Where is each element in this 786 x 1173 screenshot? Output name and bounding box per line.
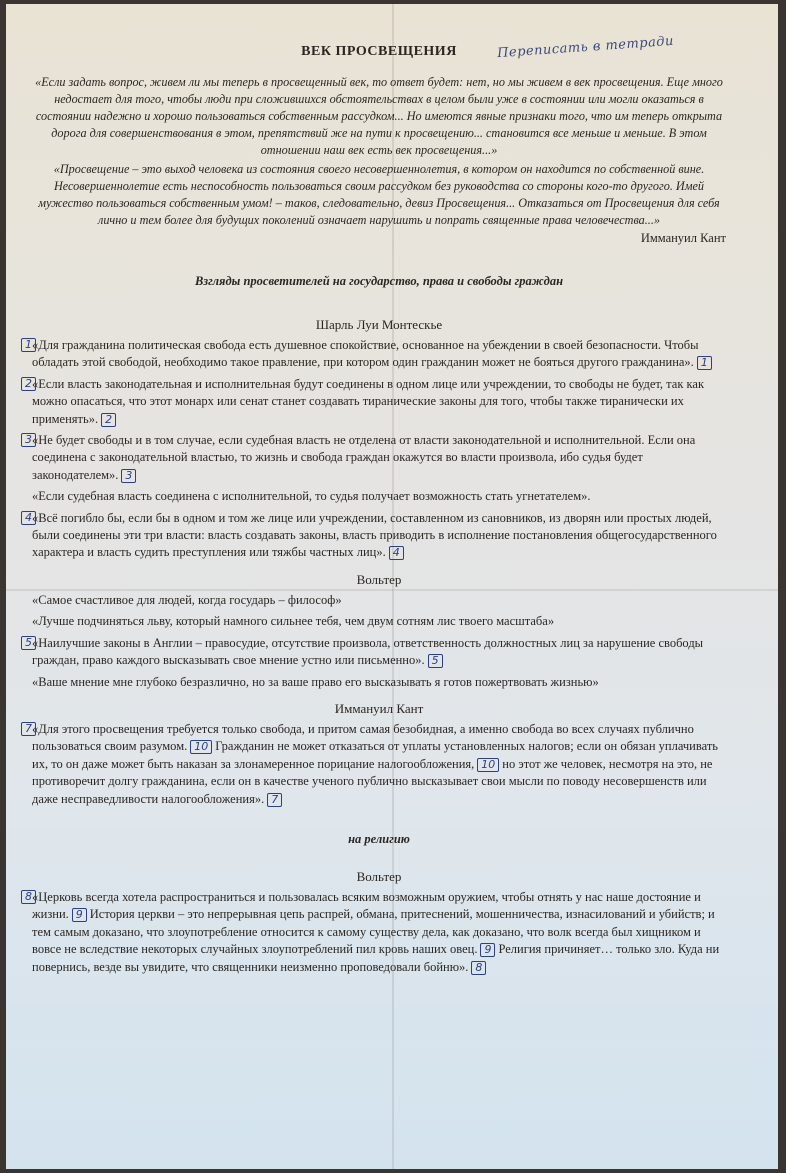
handwritten-mark: 8 <box>21 890 36 904</box>
quote-text: «Для этого просвещения требуется только свобода, и притом самая безобидная, а именно свобода во всех случаях публично пользоваться своим разумом. <box>32 721 694 754</box>
handwritten-mark: 10 <box>190 740 212 754</box>
handwritten-mark: 2 <box>21 377 36 391</box>
paper-sheet <box>6 4 778 1169</box>
title-text: ВЕК ПРОСВЕЩЕНИЯ <box>301 44 457 59</box>
quote-voltaire-1: «Самое счастливое для людей, когда государь – философ» <box>32 592 342 607</box>
author-voltaire: Вольтер <box>356 571 402 587</box>
quote-text: но этот же человек, несмотря на это, не противоречит долгу гражданина, если он в качестве ученого публично высказывает свои мысли по поводу несовершенств или даже несправедливости налогообложения». <box>32 756 713 806</box>
handwritten-mark: 9 <box>72 908 87 922</box>
quote-text: «Если власть законодательная и исполнительная будут соединены в одном лице или учреждении, то свободы не будет, так как можно опасаться, что этот монарх или сенат станет создавать тиранические законы для того, чтобы также тиранически их применять». <box>32 376 705 426</box>
epigraph-author: Иммануил Кант <box>640 231 726 245</box>
quote-voltaire-3 <box>25 635 726 670</box>
document-body <box>25 33 726 980</box>
quote-montesquieu-4 <box>25 510 726 562</box>
quote-text: «Не будет свободы и в том случае, если судебная власть не отделена от власти законодательной и исполнительной. Если она соединена с законодательной властью, то жизнь и свобода граждан окажутся во власти произвола, ибо судья будет законодателем». <box>32 433 696 482</box>
handwritten-note: Переписать в тетради <box>496 33 675 62</box>
handwritten-mark: 3 <box>121 469 136 483</box>
handwritten-mark: 4 <box>389 546 404 560</box>
quote-montesquieu-2 <box>25 376 726 428</box>
quote-montesquieu-3 <box>25 432 726 484</box>
handwritten-mark: 8 <box>471 961 486 975</box>
quote-montesquieu-1 <box>25 337 726 372</box>
epigraph-1: «Если задать вопрос, живем ли мы теперь в просвещенный век, то ответ будет: нет, но мы живем в век просвещения. Еще много недостает для того, чтобы люди при сложившихся обстоятельствах в целом были уже в состоянии или могли оказаться в состоянии надежно и хорошо пользоваться собственным рассудком... Но имеются явные признаки того, что им теперь открыта дорога для совершенствования в этом, препятствий же на пути к просвещению... становится все меньше и меньше. В этом отношении наш век есть век просвещения...» <box>35 75 723 157</box>
handwritten-mark: 2 <box>101 413 116 427</box>
author-voltaire-religion: Вольтер <box>356 868 402 884</box>
handwritten-mark: 1 <box>21 338 36 352</box>
author-montesquieu: Шарль Луи Монтескье <box>315 317 443 332</box>
quote-voltaire-2: «Лучше подчиняться льву, который намного сильнее тебя, чем двум сотням лис твоего масштаба» <box>32 614 555 629</box>
quote-kant-1 <box>25 721 726 808</box>
religion-section-title: на религию <box>348 831 410 846</box>
quote-text: «Всё погибло бы, если бы в одном и том же лице или учреждении, составленном из сановников, из дворян или простых людей, были соединены эти три власти: власть создавать законы, власть приводить в исполнение постановления общегосударственного характера и власть судить преступления или тяжбы частных лиц». <box>32 510 717 560</box>
handwritten-mark: 7 <box>21 722 36 736</box>
quote-text: История церкви – это непрерывная цепь распрей, обмана, притеснений, мошенничества, изнасилований и убийств; и тем самым доказано, что злоупотребление относится к самому существу дела, как доказано, что волк всегда был хищником и вовсе не вследствие некоторых случайных злоупотреблений пил кровь наших овец. <box>32 907 715 957</box>
quote-voltaire-4: «Ваше мнение мне глубоко безразлично, но за ваше право его высказывать я готов пожертвовать жизнью» <box>32 674 599 689</box>
handwritten-mark: 10 <box>477 758 499 772</box>
handwritten-mark: 7 <box>267 793 282 807</box>
author-kant: Иммануил Кант <box>334 700 424 716</box>
handwritten-mark: 1 <box>697 356 712 370</box>
handwritten-mark: 4 <box>21 511 36 525</box>
quote-text: Гражданин не может отказаться от уплаты установленных налогов; если он обязан уплачивать их, то он даже может быть наказан за злонамеренное порицание налогообложения, <box>32 739 718 771</box>
handwritten-mark: 3 <box>21 433 36 447</box>
handwritten-mark: 9 <box>480 943 495 957</box>
handwritten-mark: 5 <box>21 636 36 650</box>
quote-text: Религия причиняет… только зло. Куда ни повернись, везде вы увидите, что священники неизменно проповедовали бойню». <box>32 942 720 974</box>
quote-text: «Наилучшие законы в Англии – правосудие, отсутствие произвола, ответственность должностных лиц за нарушение свободы граждан, право каждого высказывать свое мнение устно или письменно». <box>32 635 704 668</box>
document-title <box>32 33 726 62</box>
quote-voltaire-religion <box>25 889 726 976</box>
quote-montesquieu-3b: «Если судебная власть соединена с исполнительной, то судья получает возможность стать угнетателем». <box>32 489 591 504</box>
handwritten-mark: 5 <box>428 654 443 668</box>
quote-text: «Церковь всегда хотела распространиться и пользовалась всяким возможным оружием, чтобы отнять у нас наше достояние и жизни. <box>32 889 701 922</box>
quote-text: «Для гражданина политическая свобода есть душевное спокойствие, основанное на убеждении в своей безопасности. Чтобы обладать этой свободой, необходимо такое правление, при котором один гражданин может не бояться другого гражданина». <box>32 338 699 370</box>
epigraph-2: «Просвещение – это выход человека из состояния своего несовершеннолетия, в котором он находится по собственной вине. Несовершеннолетие есть неспособность пользоваться своим рассудком без руководства со стороны кого-то другого. Имей мужество пользоваться собственным умом! – таков, следовательно, девиз Просвещения... Отказаться от Просвещения для себя лично и тем более для будущих поколений означает нарушить и попрать священные права человечества...» <box>38 162 720 227</box>
section-title: Взгляды просветителей на государство, права и свободы граждан <box>194 274 564 288</box>
